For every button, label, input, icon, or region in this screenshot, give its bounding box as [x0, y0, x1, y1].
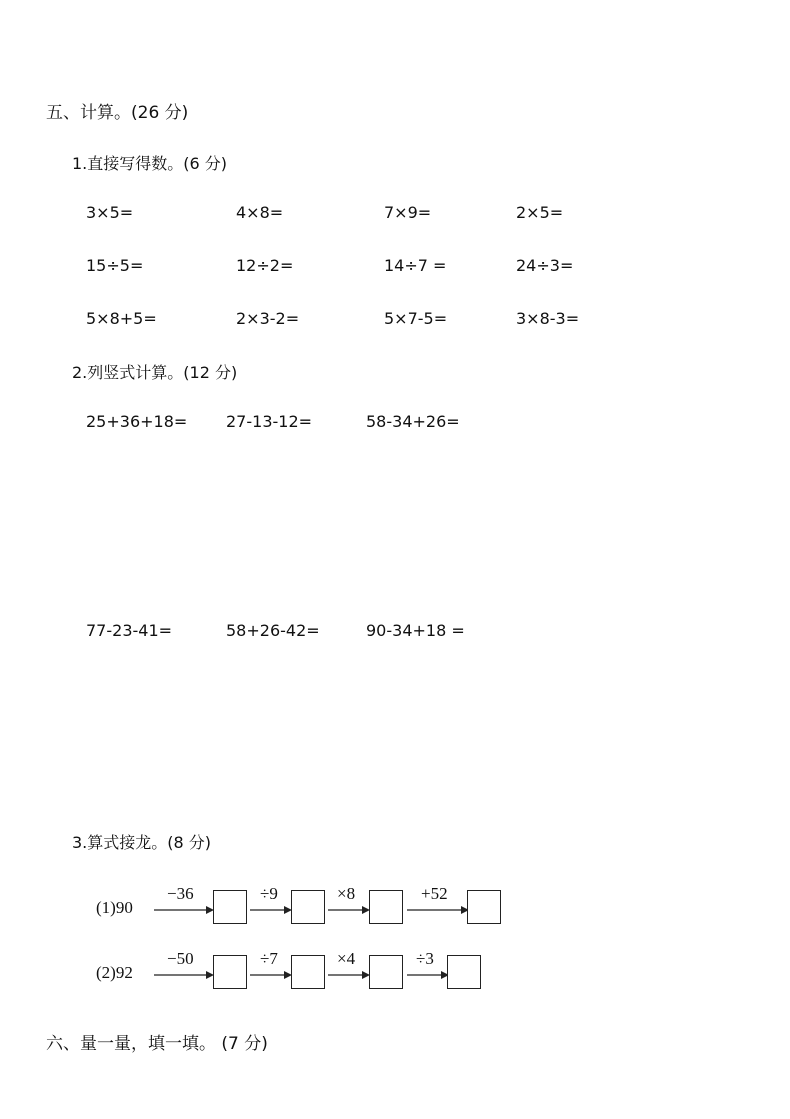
equation: 2×3-2=	[236, 309, 300, 328]
arrow-icon	[154, 971, 214, 979]
equation: 90-34+18 =	[366, 621, 465, 640]
equation: 14÷7 =	[384, 256, 447, 275]
answer-box[interactable]	[467, 890, 501, 924]
chain-operation: ×4	[337, 949, 356, 968]
arrow-icon	[250, 906, 292, 914]
answer-box[interactable]	[447, 955, 481, 989]
equation: 15÷5=	[86, 256, 144, 275]
section-6-title: 六、量一量，填一填。 (7 分)	[46, 1034, 268, 1054]
equation: 4×8=	[236, 203, 284, 222]
chain-operation: ×8	[337, 884, 356, 903]
arrow-icon	[407, 906, 469, 914]
equation: 2×5=	[516, 203, 564, 222]
equation: 5×8+5=	[86, 309, 157, 328]
equation: 58+26-42=	[226, 621, 320, 640]
answer-box[interactable]	[291, 890, 325, 924]
answer-box[interactable]	[369, 890, 403, 924]
chain-operation: ÷9	[260, 884, 278, 903]
chain-operation: +52	[421, 884, 448, 903]
answer-box[interactable]	[291, 955, 325, 989]
equation: 25+36+18=	[86, 412, 188, 431]
equation: 7×9=	[384, 203, 432, 222]
chain-operation: ÷7	[260, 949, 278, 968]
chain-start-label: (1)90	[96, 898, 133, 917]
question-3-title: 3.算式接龙。(8 分)	[72, 833, 212, 852]
answer-box[interactable]	[213, 955, 247, 989]
equation: 12÷2=	[236, 256, 294, 275]
equation: 5×7-5=	[384, 309, 448, 328]
chain-start-label: (2)92	[96, 963, 133, 982]
arrow-icon	[154, 906, 214, 914]
answer-box[interactable]	[369, 955, 403, 989]
question-1-title: 1.直接写得数。(6 分)	[72, 154, 228, 173]
arrow-icon	[328, 906, 370, 914]
chain-operation: ÷3	[416, 949, 434, 968]
equation: 3×5=	[86, 203, 134, 222]
equation: 3×8-3=	[516, 309, 580, 328]
question-2-title: 2.列竖式计算。(12 分)	[72, 363, 238, 382]
equation: 77-23-41=	[86, 621, 173, 640]
arrow-icon	[407, 971, 449, 979]
equation: 58-34+26=	[366, 412, 460, 431]
arrow-icon	[250, 971, 292, 979]
section-5-title: 五、计算。(26 分)	[46, 103, 189, 123]
chain-operation: −50	[167, 949, 194, 968]
equation: 27-13-12=	[226, 412, 313, 431]
chain-operation: −36	[167, 884, 194, 903]
equation: 24÷3=	[516, 256, 574, 275]
answer-box[interactable]	[213, 890, 247, 924]
arrow-icon	[328, 971, 370, 979]
